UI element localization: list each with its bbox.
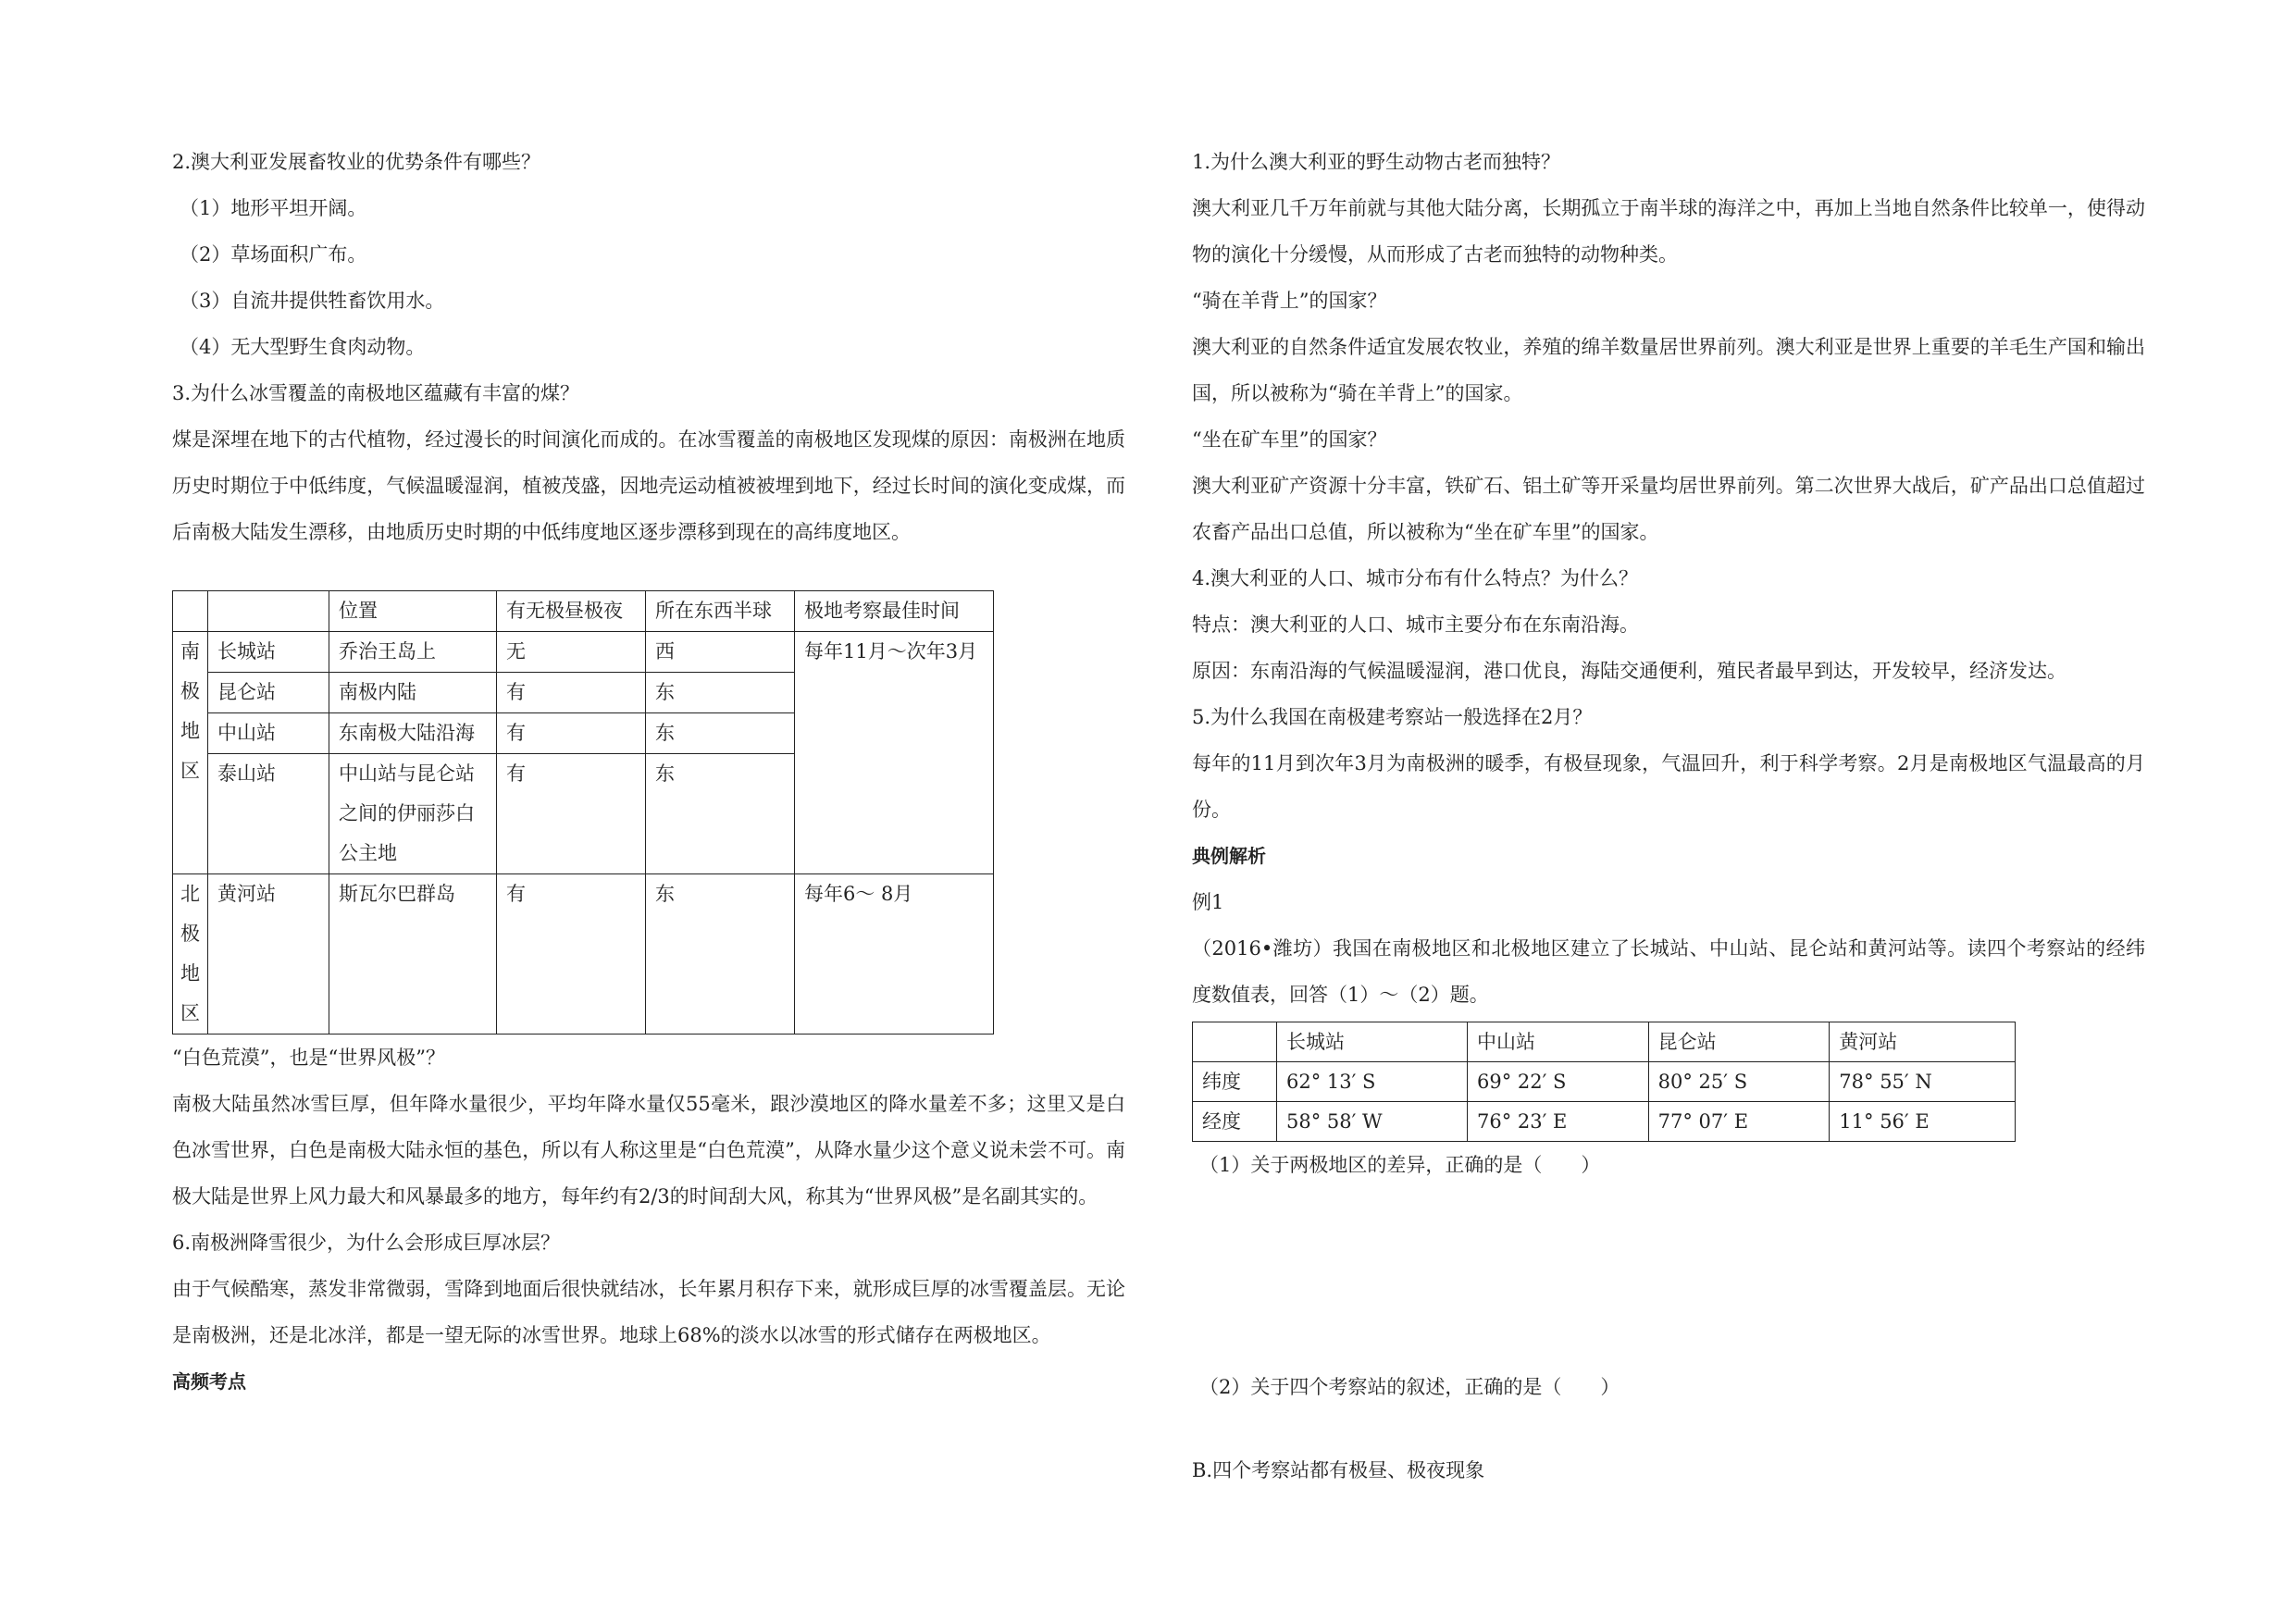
table-cell: 76° 23′ E [1467, 1102, 1648, 1142]
table-header-cell [173, 591, 208, 632]
north-best-time: 每年6～ 8月 [795, 874, 994, 1035]
station-polar-day: 无 [497, 632, 646, 673]
table-header-row [173, 591, 994, 632]
desert-title: “白色荒漠”，也是“世界风极”？ [172, 1047, 445, 1069]
table-header-row [1193, 1022, 2016, 1062]
sub-question-1: （1）关于两极地区的差异，正确的是（ ） [1199, 1154, 1601, 1176]
station-name: 泰山站 [208, 754, 329, 874]
table-header-cell: 中山站 [1467, 1022, 1648, 1062]
station-polar-day: 有 [497, 754, 646, 874]
mine-title: “坐在矿车里”的国家？ [1192, 428, 1387, 451]
table-row [1193, 1062, 2016, 1102]
station-hemisphere: 东 [646, 673, 795, 713]
station-location: 中山站与昆仑站之间的伊丽莎白公主地 [329, 754, 497, 874]
table-row [173, 632, 994, 673]
table-row [173, 874, 994, 1035]
example-text: （2016•潍坊）我国在南极地区和北极地区建立了长城站、中山站、昆仑站和黄河站等。读四个考察站的经纬度数值表，回答（1）～（2）题。 [1192, 937, 2145, 1006]
q4-feature: 特点：澳大利亚的人口、城市主要分布在东南沿海。 [1192, 613, 1639, 636]
table-cell: 69° 22′ S [1467, 1062, 1648, 1102]
table-header-cell: 长城站 [1277, 1022, 1468, 1062]
table-header-cell: 昆仑站 [1648, 1022, 1830, 1062]
q4-title: 4.澳大利亚的人口、城市分布有什么特点？为什么？ [1192, 567, 1639, 589]
q6-answer: 由于气候酷寒，蒸发非常微弱，雪降到地面后很快就结冰，长年累月积存下来，就形成巨厚的冰雪覆盖层。无论是南极洲，还是北冰洋，都是一望无际的冰雪世界。地球上68%的淡水以冰雪的形式储存在两极地区。 [172, 1278, 1125, 1346]
q3-title: 3.为什么冰雪覆盖的南极地区蕴藏有丰富的煤？ [172, 382, 580, 404]
station-name: 昆仑站 [208, 673, 329, 713]
north-pole-label: 北极地区 [173, 874, 208, 1035]
station-name: 中山站 [208, 713, 329, 754]
section-title-right: 典例解析 [1192, 845, 1266, 867]
answer-space [1192, 1410, 2145, 1447]
table-cell: 11° 56′ E [1830, 1102, 2016, 1142]
q3-answer: 煤是深埋在地下的古代植物，经过漫长的时间演化而成的。在冰雪覆盖的南极地区发现煤的原因：南极洲在地质历史时期位于中低纬度，气候温暖湿润，植被茂盛，因地壳运动植被被埋到地下，经过长时间的演化变成煤，而后南极大陆发生漂移，由地质历史时期的中低纬度地区逐步漂移到现在的高纬度地区。 [172, 428, 1125, 543]
table-header-cell: 位置 [329, 591, 497, 632]
station-location: 东南极大陆沿海 [329, 713, 497, 754]
q2-item-1: （1）地形平坦开阔。 [180, 197, 367, 219]
q5-title: 5.为什么我国在南极建考察站一般选择在2月？ [1192, 706, 1593, 728]
q2-title: 2.澳大利亚发展畜牧业的优势条件有哪些？ [172, 151, 541, 173]
table-cell: 77° 07′ E [1648, 1102, 1830, 1142]
answer-space [1192, 1188, 2145, 1364]
south-best-time: 每年11月～次年3月 [795, 632, 994, 874]
section-title-left: 高频考点 [172, 1370, 246, 1393]
table-cell: 62° 13′ S [1277, 1062, 1468, 1102]
table-header-cell: 极地考察最佳时间 [795, 591, 994, 632]
station-location: 乔治王岛上 [329, 632, 497, 673]
q2-item-2: （2）草场面积广布。 [180, 243, 367, 266]
table-cell: 经度 [1193, 1102, 1277, 1142]
south-pole-label: 南极地区 [173, 632, 208, 874]
q5-answer: 每年的11月到次年3月为南极洲的暖季，有极昼现象，气温回升，利于科学考察。2月是南极地区气温最高的月份。 [1192, 752, 2145, 821]
right-column [1192, 139, 2145, 1493]
station-hemisphere: 东 [646, 874, 795, 1035]
table-header-cell [1193, 1022, 1277, 1062]
stations-table [172, 590, 994, 1035]
table-row [1193, 1102, 2016, 1142]
table-cell: 78° 55′ N [1830, 1062, 2016, 1102]
q1-title: 1.为什么澳大利亚的野生动物古老而独特？ [1192, 151, 1561, 173]
station-polar-day: 有 [497, 874, 646, 1035]
q4-reason: 原因：东南沿海的气候温暖湿润，港口优良，海陆交通便利，殖民者最早到达，开发较早，经济发达。 [1192, 660, 2066, 682]
station-hemisphere: 东 [646, 713, 795, 754]
example-label: 例1 [1192, 891, 1224, 913]
station-name: 黄河站 [208, 874, 329, 1035]
table-header-cell: 黄河站 [1830, 1022, 2016, 1062]
coordinates-table [1192, 1022, 2016, 1142]
table-cell: 80° 25′ S [1648, 1062, 1830, 1102]
station-hemisphere: 西 [646, 632, 795, 673]
q2-item-4: （4）无大型野生食肉动物。 [180, 336, 426, 358]
station-hemisphere: 东 [646, 754, 795, 874]
table-cell: 纬度 [1193, 1062, 1277, 1102]
table-header-cell: 有无极昼极夜 [497, 591, 646, 632]
table-cell: 58° 58′ W [1277, 1102, 1468, 1142]
table-header-cell [208, 591, 329, 632]
desert-answer: 南极大陆虽然冰雪巨厚，但年降水量很少，平均年降水量仅55毫米，跟沙漠地区的降水量差不多；这里又是白色冰雪世界，白色是南极大陆永恒的基色，所以有人称这里是“白色荒漠”，从降水量少这个意义说未尝不可。南极大陆是世界上风力最大和风暴最多的地方，每年约有2/3的时间刮大风，称其为“世界风极”是名副其实的。 [172, 1093, 1125, 1208]
option-b: B.四个考察站都有极昼、极夜现象 [1192, 1459, 1485, 1481]
q2-item-3: （3）自流井提供牲畜饮用水。 [180, 290, 445, 312]
q1-answer: 澳大利亚几千万年前就与其他大陆分离，长期孤立于南半球的海洋之中，再加上当地自然条件比较单一，使得动物的演化十分缓慢，从而形成了古老而独特的动物种类。 [1192, 197, 2145, 266]
left-column [172, 139, 1125, 1405]
q6-title: 6.南极洲降雪很少，为什么会形成巨厚冰层？ [172, 1232, 561, 1254]
station-polar-day: 有 [497, 673, 646, 713]
station-polar-day: 有 [497, 713, 646, 754]
station-name: 长城站 [208, 632, 329, 673]
station-location: 斯瓦尔巴群岛 [329, 874, 497, 1035]
table-header-cell: 所在东西半球 [646, 591, 795, 632]
mine-answer: 澳大利亚矿产资源十分丰富，铁矿石、铝土矿等开采量均居世界前列。第二次世界大战后，矿产品出口总值超过农畜产品出口总值，所以被称为“坐在矿车里”的国家。 [1192, 475, 2145, 543]
station-location: 南极内陆 [329, 673, 497, 713]
sub-question-2: （2）关于四个考察站的叙述，正确的是（ ） [1199, 1376, 1620, 1398]
sheep-title: “骑在羊背上”的国家？ [1192, 290, 1387, 312]
sheep-answer: 澳大利亚的自然条件适宜发展农牧业，养殖的绵羊数量居世界前列。澳大利亚是世界上重要的羊毛生产国和输出国，所以被称为“骑在羊背上”的国家。 [1192, 336, 2145, 404]
